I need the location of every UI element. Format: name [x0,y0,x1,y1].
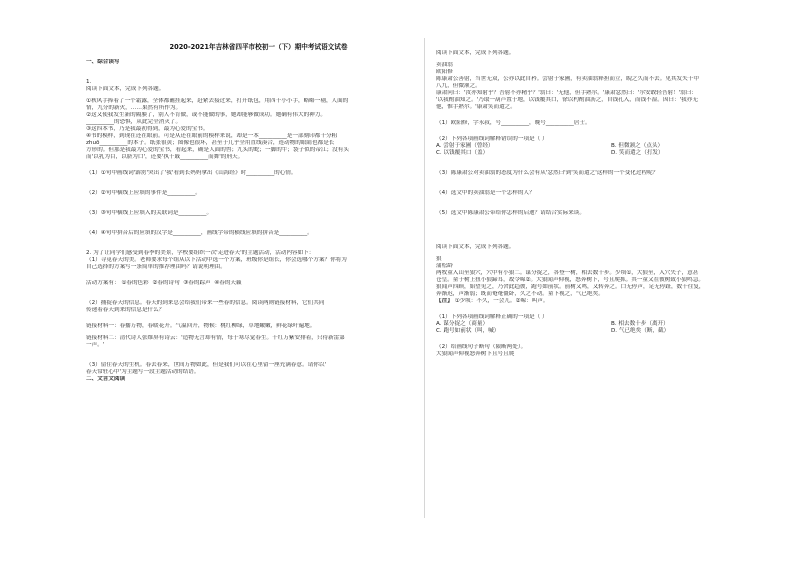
choice-a: A. 谋分捉之（商量） [436,320,489,327]
passage-paragraph: 方形的。但那是我最为心爱的宝书，看起来，确是人面的兽；九头的蛇；一脚的牛；袋子似的帝江；没有头 [86,146,349,153]
sub-question-3: （3）③句中横线上应填入的关联词是__________。 [86,209,213,216]
choice-row [436,150,786,157]
page-title: 2020-2021年吉林省四平市校初一（下）期中考试语文试卷 [169,43,348,51]
question-2-intro: 2. 为了让同学们感受到春季的美景，学校要组织一次'走进春天'的主题活动，活动内容如下： [86,249,315,256]
activity-options [86,280,431,287]
sub-question-5: （5）选文中陈康肃公带给你怎样的启迪？请结合实际来谈。 [436,209,585,216]
passage-paragraph: ②这又使我发生新的隔膜了，别人不肯做，或不能做的事，她却能够做成功。她确有伟大的神力。 [86,111,326,118]
annotation [436,298,786,305]
passage-paragraph: 八九，但微颔之。 [436,82,481,89]
link-material-2: 一声。' [86,341,105,348]
passage-paragraph: 他，惟手熟尔。'康肃笑而遣之。 [436,103,516,110]
left-column [86,59,431,383]
choice-row [436,143,786,150]
reading-instruction: 阅读下面文本，完成下列各题。 [86,85,165,92]
passage-author: 欧阳修 [436,68,453,75]
passage-paragraph: ③这四本书，乃是我最初得到，最为心爱的宝书。 [86,125,209,132]
question-2-part-1: （1）寻觅春天的美。老师要求每个组从以下活动中选一个方案，班级你是组长，你会选哪个方案？你将为 [86,256,347,263]
sub-question-2: （2）②句中横线上应填的事件是__________。 [86,189,201,196]
passage-paragraph: '以我酌油知之。'乃取一葫芦置于地，以钱覆其口，徐以杓酌油沥之，自钱孔入，而钱不湿。因曰：'我亦无 [436,96,698,103]
choice-b: B. 相去数十步（离开） [611,320,669,327]
question-2-part-2: 传递着春天到来的信息是什么？ [86,306,165,313]
passage-title: 卖油翁 [436,61,453,68]
sub-question-4: （4）选文中的卖油翁是一个怎样的人？ [436,189,535,196]
activity-option: ③春的踪声 [183,279,211,286]
activity-option: ②春的诗句 [152,279,180,286]
choice-a: A. 尝射于家圃（曾经） [436,142,494,149]
sentence-to-punctuate: 大狼闻声仰视怒奔树下且号且爬 [436,350,515,357]
sub-question-1: （1）①句中画线词'霹雳'突出了'我'看到长妈妈拿出《山海经》时__________的心情。 [86,169,297,176]
passage-author: 蒲松龄 [436,262,453,269]
sub-question-2: （2）给画线句子断句（限断两处）。 [436,343,527,350]
passage-paragraph: 狼闻声四顾，始望见之，乃舍此趋彼，跑号如前状。前树又鸣，又转奔之。口无停声，足无停趾，数十往复， [436,283,705,290]
sub-question-3: （3）陈康肃公对卖油翁的态度为什么会有从'忿然曰'到'笑而遣之'这样的一个变化过程呢？ [436,169,659,176]
choice-b: B. 但微颔之（点头） [611,142,664,149]
question-2-part-2: （2）捕捉春天的信息。春天的到来总会给我们带来一些春的信息。阅读两则链接材料，它们共同 [86,299,325,306]
choice-d: D. 笑而遣之（打发） [611,149,664,156]
activity-option: ④春的天籁 [214,279,242,286]
passage-paragraph: 陈康肃公善射，当世无双，公亦以此自矜。尝射于家圃，有卖油翁释担而立，睨之久而不去。见其发矢十中 [436,75,699,82]
choice-row [436,328,786,335]
choice-c: C. 以钱覆其口（盖） [436,149,489,156]
section-heading-1: 一、综合读写 [86,59,120,65]
section-heading-2: 二、文言文阅读 [86,375,126,382]
passage-paragraph: 两牧童入山至狼穴，穴中有小狼二。谋分捉之，各登一树，相去数十步。少顷①，大狼至，入穴失子，意甚 [436,269,699,276]
activity-option: ①春的色彩 [121,279,149,286]
passage-paragraph: 情，九分的新火，……果然有所作为。 [86,104,182,111]
link-material-2: 链接材料二：清代诗人张维屏有诗云：'造物无言却有情，每于寒尽觉春生。千红万紫安排着，只待新雷第 [86,334,345,341]
sub-question-2: （2）下列各项画线词解释错误的一项是（ ） [436,135,548,142]
reading-instruction: 阅读下面文本，完成下列各题。 [436,50,515,56]
choice-row [436,321,786,328]
choice-d: D. 气已绝矣（断，截） [611,327,670,334]
activity-options-label: 活动方案有： [86,279,120,286]
passage-title: 狼 [436,255,442,262]
passage-paragraph: __________的恐惧，从此完全消灭了。 [86,118,182,125]
choice-c: C. 跑号如前状（叫，喊） [436,327,500,334]
annotation-text: ①少顷：不久，一会儿。②嗥：叫声。 [454,297,549,304]
right-column [436,50,786,358]
question-2-part-1: 自己选择的方案写一条简单的推荐理由吗？请说明理由。 [86,263,226,270]
question-2-part-3: （3）留住春天的生机。春去春来，世间万物如此，但是我们可以在心里留一座充满春意。请你以' [86,361,327,368]
link-material-1: 链接材料一：春播万物，春暖花开。气温回升，物候：桃红柳绿，草地嫩嫩，鲜花绿叶遍地。 [86,322,316,329]
question-number-1: 1. [86,78,92,85]
sub-question-4: （4）④句中拼音后的应填的汉字是__________，画线字带的横线应填的拼音是__________。 [86,229,313,236]
passage-paragraph: ①秋风手捧着了一个霜露，全体都蘸挂起来，赶紧去接过来，打开纸包，用四十小小手，略略一剔，人面的 [86,97,349,104]
passage-paragraph: ④书的模样，到现在还在眼前。可是从还在眼前的模样来说，却是一本__________是一部刻印都十分粗 [86,132,338,139]
reading-instruction: 阅读下面文本，完成下列各题。 [436,243,515,250]
passage-paragraph: 康肃问曰：'汝亦知射乎？吾射不亦精乎？'翁曰：'无他，但手熟尔。'康肃忿然曰：'尔安敢轻吾射！'翁曰： [436,89,697,96]
passage-paragraph: 奔渐迟，声渐弱；既而奄奄僵卧，久之不动。童下视之，气已绝矣。 [436,290,604,297]
sub-question-1: （1）欧阳修，字永叔，号__________，晚号__________居士。 [436,119,591,126]
passage-paragraph: zhuō__________的本子。纸张很黄；图像也很坏，甚至于几乎全用直线凑合，连动物的眼睛也都是长 [86,139,335,146]
question-2-part-3: 春天常驻心中'为主题写一段主题活动的结语。 [86,368,200,375]
annotation-label: 【注】 [436,297,453,304]
passage-paragraph: 而'以乳为目，以脐为口'，还要'执干戚__________而舞'的刑天。 [86,153,244,160]
passage-paragraph: 仓皇。童于树上扭小狼蹄耳，故令嗥②。大狼闻声仰视，怒奔树下，号且爬抓。其一童又在彼树致小狼鸣急。 [436,276,704,283]
sub-question-1: （1）下列各项画线词解释正确的一项是（ ） [436,313,548,320]
